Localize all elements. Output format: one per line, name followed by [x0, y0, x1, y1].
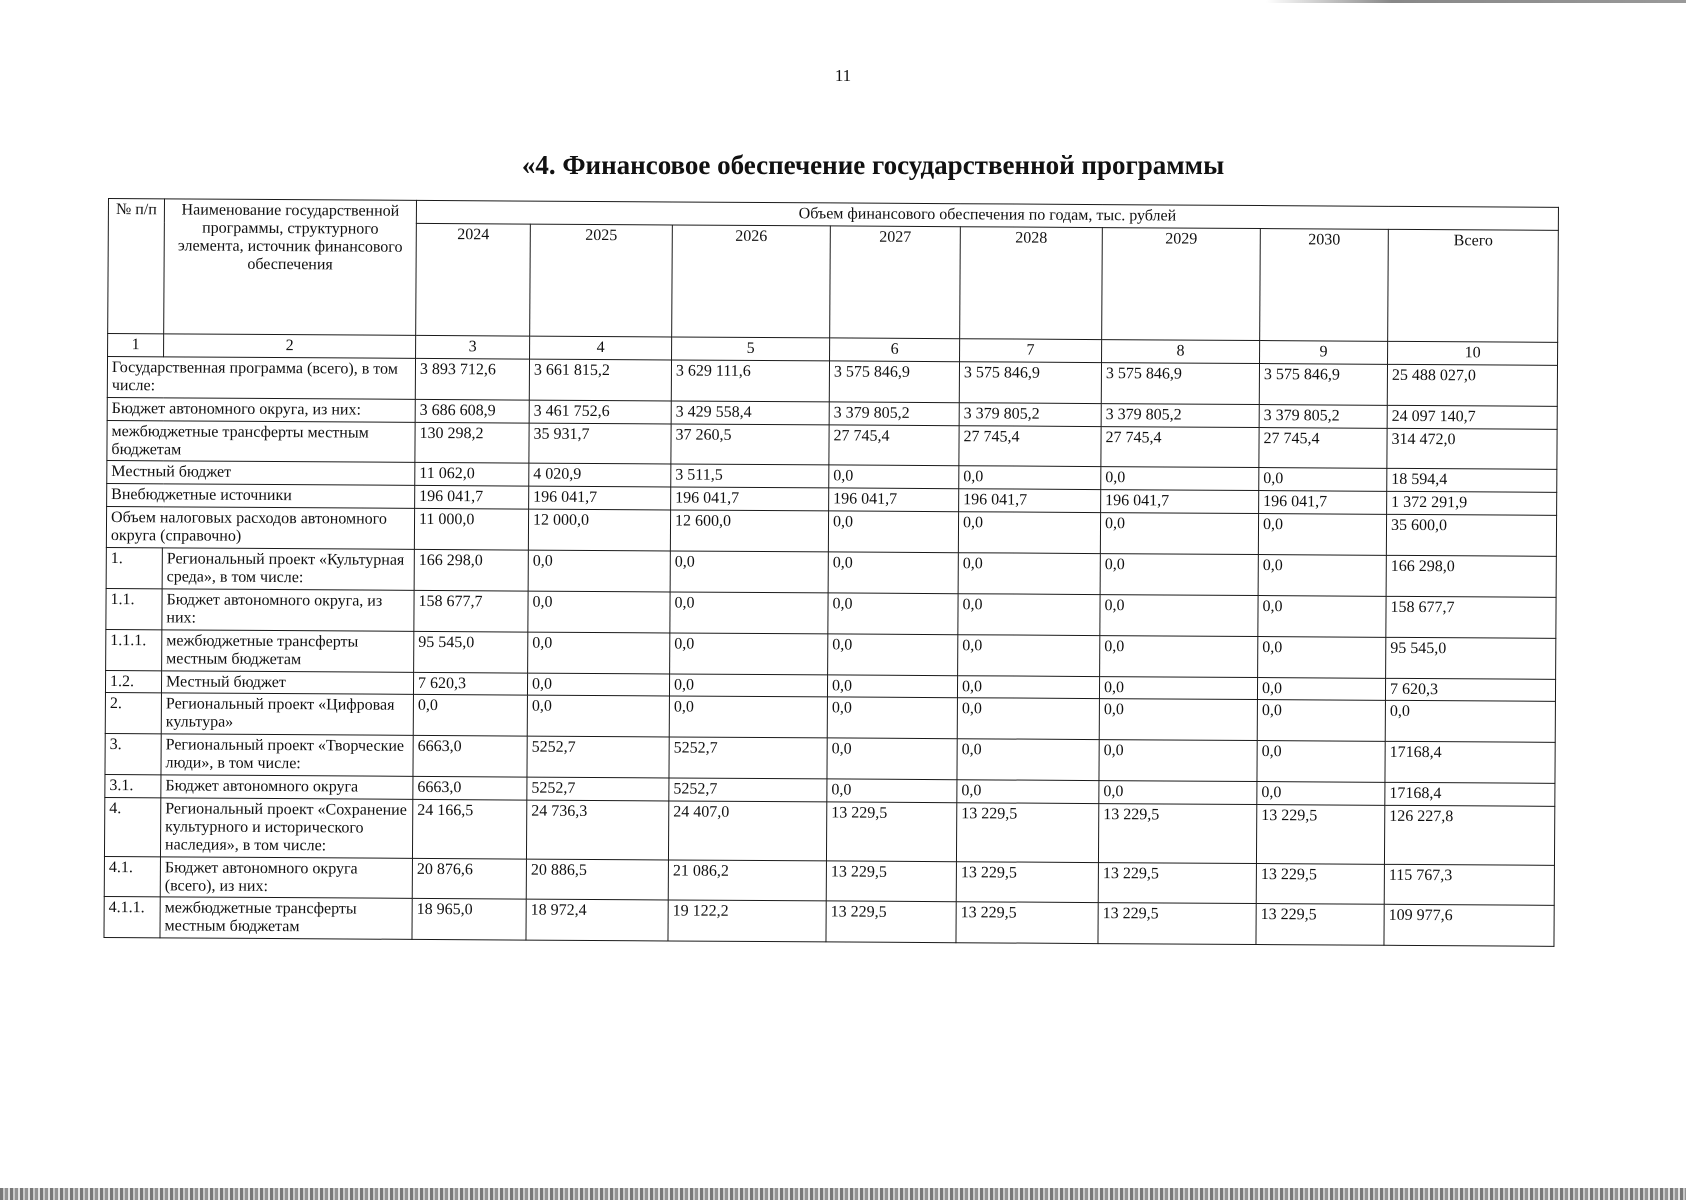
column-number: 5 [672, 337, 830, 361]
row-year-value: 7 620,3 [413, 672, 527, 696]
row-name: межбюджетные трансферты местным бюджетам [160, 897, 412, 939]
row-year-value: 0,0 [1099, 740, 1257, 782]
row-name: межбюджетные трансферты местным бюджетам [162, 630, 414, 672]
table-body [104, 356, 1558, 946]
row-year-value: 0,0 [1257, 741, 1385, 783]
row-name: Внебюджетные источники [107, 484, 415, 509]
row-year-value: 95 545,0 [414, 631, 528, 673]
row-year-value: 196 041,7 [959, 489, 1101, 513]
header-name: Наименование государственной программы, структурного элемента, источник финансового обеспечения [164, 199, 417, 336]
row-year-value: 0,0 [829, 465, 959, 489]
row-total-value: 24 097 140,7 [1387, 405, 1557, 429]
table-row [104, 797, 1554, 865]
row-year-value: 24 166,5 [412, 799, 526, 858]
row-year-value: 166 298,0 [414, 549, 528, 591]
row-year-value: 6663,0 [413, 776, 527, 800]
row-year-value: 3 661 815,2 [529, 359, 671, 401]
row-year-value: 196 041,7 [829, 488, 959, 512]
row-year-value: 13 229,5 [826, 861, 956, 903]
scan-edge-bottom [0, 1188, 1686, 1200]
row-year-value: 0,0 [827, 779, 957, 803]
row-year-value: 3 511,5 [671, 464, 829, 488]
row-year-value: 12 600,0 [670, 510, 828, 552]
row-total-value: 17168,4 [1385, 782, 1555, 806]
column-number: 4 [530, 336, 672, 360]
row-year-value: 3 686 608,9 [415, 399, 529, 423]
row-year-value: 13 229,5 [1256, 904, 1384, 946]
row-year-value: 5252,7 [669, 737, 827, 779]
row-year-value: 13 229,5 [1256, 804, 1384, 863]
row-name: Объем налоговых расходов автономного округа (справочно) [106, 507, 414, 550]
row-year-value: 0,0 [1257, 700, 1385, 742]
row-year-value: 0,0 [827, 674, 957, 698]
scan-edge-top [1266, 0, 1686, 3]
row-name: Региональный проект «Творческие люди», в том числе: [161, 734, 413, 776]
row-year-value: 0,0 [828, 552, 958, 594]
row-year-value: 0,0 [528, 632, 670, 674]
column-number: 8 [1102, 340, 1260, 364]
header-year: 2029 [1102, 228, 1261, 341]
row-total-value: 95 545,0 [1386, 637, 1556, 679]
row-year-value: 0,0 [1100, 554, 1258, 596]
header-year: 2030 [1260, 229, 1389, 342]
row-year-value: 3 629 111,6 [671, 360, 829, 402]
row-year-value: 3 379 805,2 [1259, 404, 1387, 428]
page-number: 11 [834, 66, 852, 85]
row-name: Региональный проект «Сохранение культурного и исторического наследия», в том числе: [160, 798, 412, 858]
row-year-value: 0,0 [1258, 636, 1386, 678]
row-year-value: 0,0 [957, 675, 1099, 699]
row-year-value: 13 229,5 [956, 902, 1098, 944]
row-year-value: 0,0 [1100, 513, 1258, 555]
row-number: 4.1.1. [104, 897, 160, 938]
row-year-value: 0,0 [670, 633, 828, 675]
row-year-value: 3 893 712,6 [415, 358, 529, 400]
row-year-value: 3 575 846,9 [959, 362, 1101, 404]
header-group: Объем финансового обеспечения по годам, тыс. рублей [416, 200, 1558, 230]
header-year: 2024 [416, 223, 531, 336]
header-total: Всего [1388, 229, 1559, 342]
row-year-value: 4 020,9 [529, 464, 671, 488]
row-year-value: 19 122,2 [668, 900, 826, 942]
row-year-value: 0,0 [1100, 635, 1258, 677]
row-year-value: 0,0 [527, 673, 669, 697]
row-year-value: 27 745,4 [829, 425, 959, 467]
row-year-value: 20 886,5 [526, 859, 668, 901]
header-year: 2027 [830, 226, 961, 339]
row-year-value: 3 429 558,4 [671, 401, 829, 425]
row-total-value: 35 600,0 [1386, 515, 1556, 557]
row-year-value: 0,0 [957, 698, 1099, 740]
row-year-value: 0,0 [1257, 782, 1385, 806]
row-year-value: 20 876,6 [412, 858, 526, 900]
row-total-value: 314 472,0 [1387, 428, 1557, 470]
row-year-value: 11 000,0 [414, 509, 528, 551]
row-year-value: 3 461 752,6 [529, 400, 671, 424]
row-name: Региональный проект «Цифровая культура» [161, 693, 413, 735]
row-year-value: 0,0 [1257, 677, 1385, 701]
row-year-value: 196 041,7 [415, 486, 529, 510]
row-total-value: 109 977,6 [1384, 905, 1554, 947]
row-total-value: 25 488 027,0 [1387, 364, 1557, 406]
row-name: Бюджет автономного округа, из них: [162, 589, 414, 631]
financing-table [103, 198, 1559, 947]
row-name: Бюджет автономного округа (всего), из них: [160, 856, 412, 898]
row-year-value: 0,0 [958, 512, 1100, 554]
row-year-value: 0,0 [670, 592, 828, 634]
row-year-value: 0,0 [528, 550, 670, 592]
row-year-value: 0,0 [827, 738, 957, 780]
row-year-value: 27 745,4 [1101, 426, 1259, 468]
row-total-value: 17168,4 [1385, 742, 1555, 784]
row-year-value: 196 041,7 [1259, 491, 1387, 515]
row-year-value: 5252,7 [669, 778, 827, 802]
row-year-value: 0,0 [1101, 467, 1259, 491]
row-year-value: 0,0 [1259, 468, 1387, 492]
row-year-value: 13 229,5 [1098, 804, 1256, 864]
row-year-value: 27 745,4 [1259, 427, 1387, 469]
row-year-value: 3 379 805,2 [1101, 403, 1259, 427]
row-year-value: 6663,0 [413, 736, 527, 778]
row-name: Региональный проект «Культурная среда», в том числе: [162, 548, 414, 590]
row-name: Государственная программа (всего), в том числе: [107, 356, 415, 399]
row-year-value: 0,0 [669, 673, 827, 697]
row-year-value: 0,0 [1099, 781, 1257, 805]
row-year-value: 0,0 [958, 594, 1100, 636]
row-year-value: 0,0 [828, 593, 958, 635]
header-num: № п/п [108, 199, 165, 334]
row-year-value: 18 972,4 [526, 900, 668, 942]
row-year-value: 0,0 [1100, 594, 1258, 636]
row-year-value: 0,0 [1258, 514, 1386, 556]
row-year-value: 13 229,5 [826, 802, 956, 862]
row-total-value: 115 767,3 [1384, 864, 1554, 906]
row-year-value: 3 575 846,9 [1259, 363, 1387, 405]
column-number: 9 [1260, 341, 1388, 365]
row-year-value: 0,0 [958, 553, 1100, 595]
row-year-value: 11 062,0 [415, 463, 529, 487]
row-name: межбюджетные трансферты местным бюджетам [107, 420, 415, 463]
row-total-value: 0,0 [1385, 701, 1555, 743]
row-name: Бюджет автономного округа, из них: [107, 397, 415, 422]
row-year-value: 158 677,7 [414, 590, 528, 632]
row-year-value: 18 965,0 [412, 899, 526, 941]
column-number: 1 [108, 334, 164, 357]
header-year: 2028 [960, 227, 1103, 340]
row-number: 4.1. [104, 856, 160, 897]
row-year-value: 13 229,5 [1098, 862, 1256, 904]
row-year-value: 27 745,4 [959, 425, 1101, 467]
row-total-value: 18 594,4 [1387, 469, 1557, 493]
row-year-value: 5252,7 [527, 736, 669, 778]
row-year-value: 0,0 [528, 591, 670, 633]
row-year-value: 0,0 [959, 466, 1101, 490]
column-number: 10 [1388, 341, 1558, 365]
row-year-value: 24 407,0 [668, 801, 826, 861]
row-year-value: 21 086,2 [668, 860, 826, 902]
row-year-value: 0,0 [1258, 595, 1386, 637]
row-name: Местный бюджет [161, 670, 413, 694]
row-name: Бюджет автономного округа [161, 775, 413, 799]
row-year-value: 13 229,5 [1098, 903, 1256, 945]
financing-table-container [103, 198, 1557, 947]
row-total-value: 166 298,0 [1386, 555, 1556, 597]
row-year-value: 0,0 [828, 634, 958, 676]
row-year-value: 0,0 [957, 739, 1099, 781]
row-year-value: 0,0 [670, 551, 828, 593]
column-number: 7 [960, 339, 1102, 363]
row-total-value: 1 372 291,9 [1387, 492, 1557, 516]
row-year-value: 196 041,7 [671, 487, 829, 511]
row-year-value: 0,0 [1099, 699, 1257, 741]
row-year-value: 0,0 [828, 511, 958, 553]
row-year-value: 0,0 [413, 695, 527, 737]
row-year-value: 0,0 [527, 695, 669, 737]
row-number: 2. [105, 693, 161, 734]
row-name: Местный бюджет [107, 461, 415, 486]
row-year-value: 130 298,2 [415, 422, 529, 464]
row-number: 1.1.1. [106, 629, 162, 670]
row-total-value: 7 620,3 [1385, 678, 1555, 702]
row-number: 1. [106, 548, 162, 589]
header-year: 2026 [672, 225, 831, 338]
row-number: 4. [104, 797, 160, 856]
row-year-value: 13 229,5 [1256, 863, 1384, 905]
row-year-value: 13 229,5 [956, 803, 1098, 863]
header-year: 2025 [530, 224, 673, 337]
row-year-value: 5252,7 [527, 777, 669, 801]
row-number: 1.2. [105, 670, 161, 693]
row-year-value: 0,0 [1099, 676, 1257, 700]
row-year-value: 24 736,3 [526, 800, 668, 860]
row-number: 3. [105, 734, 161, 775]
row-year-value: 3 575 846,9 [829, 361, 959, 403]
row-year-value: 3 379 805,2 [829, 402, 959, 426]
row-year-value: 196 041,7 [1101, 490, 1259, 514]
row-total-value: 126 227,8 [1384, 805, 1554, 865]
row-year-value: 3 575 846,9 [1101, 362, 1259, 404]
row-year-value: 35 931,7 [529, 423, 671, 465]
row-year-value: 0,0 [957, 780, 1099, 804]
row-year-value: 0,0 [827, 697, 957, 739]
row-number: 1.1. [106, 588, 162, 629]
row-year-value: 3 379 805,2 [959, 402, 1101, 426]
row-total-value: 158 677,7 [1386, 596, 1556, 638]
row-year-value: 0,0 [958, 634, 1100, 676]
row-year-value: 13 229,5 [826, 901, 956, 943]
row-year-value: 12 000,0 [528, 509, 670, 551]
row-year-value: 0,0 [669, 696, 827, 738]
row-year-value: 0,0 [1258, 555, 1386, 597]
row-number: 3.1. [105, 775, 161, 798]
column-number: 2 [164, 334, 416, 358]
row-year-value: 196 041,7 [529, 486, 671, 510]
table-row [104, 897, 1554, 947]
page-title: «4. Финансовое обеспечение государственной программы [521, 150, 1225, 180]
row-year-value: 13 229,5 [956, 861, 1098, 903]
row-year-value: 37 260,5 [671, 424, 829, 466]
column-number: 3 [416, 335, 530, 359]
column-number: 6 [830, 338, 960, 362]
